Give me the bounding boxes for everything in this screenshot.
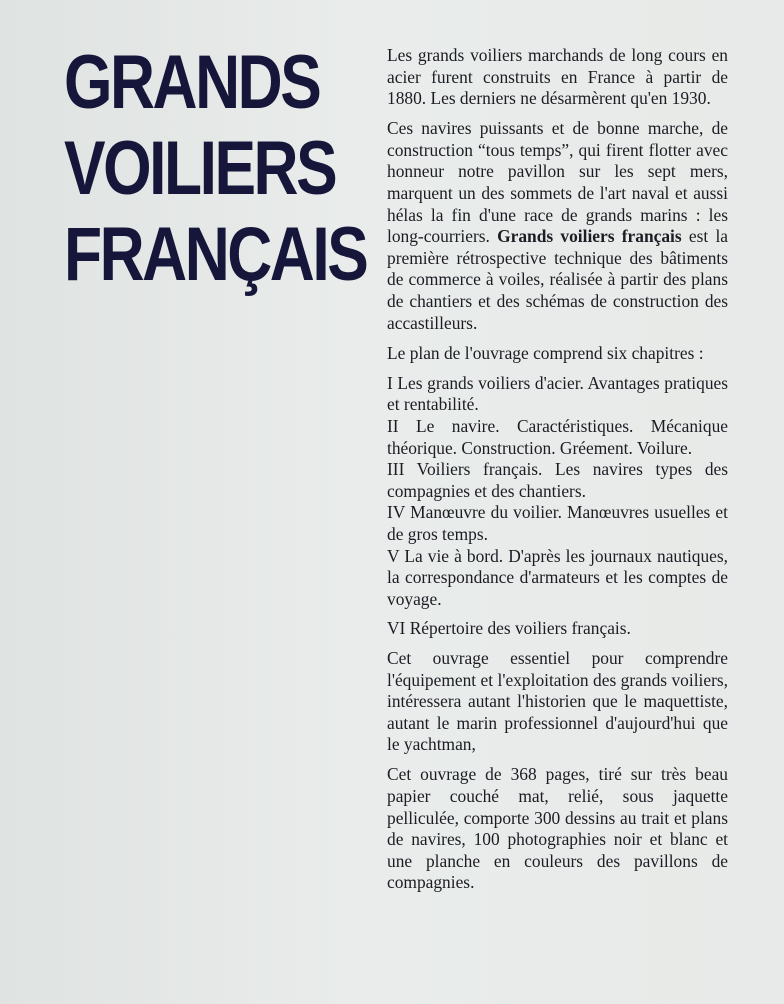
audience-paragraph: Cet ouvrage essentiel pour comprendre l'équipement et l'exploitation des grands voiliers, intéressera autant l'historien que le maquettiste, autant le marin professionnel d'aujourd'hui que le yachtman, — [387, 647, 728, 755]
chapter-item: V La vie à bord. D'après les journaux nautiques, la correspondance d'armateurs et les comptes de voyage. — [387, 545, 728, 609]
chapter-item: II Le navire. Caractéristiques. Mécanique théorique. Construction. Gréement. Voilure. — [387, 416, 728, 458]
description-text-end: est la première rétrospective technique des bâtiments de commerce à voiles, réalisée à partir des plans de chantiers et des schémas de construction des accastilleurs. — [387, 226, 728, 333]
title-line-2: VOILIERS — [64, 126, 336, 211]
book-title — [64, 40, 367, 298]
intro-paragraph: Les grands voiliers marchands de long cours en acier furent construits en France à partir de 1880. Les derniers ne désarmèrent qu'en 1930. — [387, 45, 728, 109]
chapter-item: I Les grands voiliers d'acier. Avantages pratiques et rentabilité. — [387, 372, 728, 415]
description-paragraph — [387, 118, 728, 334]
title-line-1: GRANDS — [64, 40, 320, 125]
chapter-item: IV Manœuvre du voilier. Manœuvres usuelles et de gros temps. — [387, 502, 728, 544]
plan-paragraph: Le plan de l'ouvrage comprend six chapitres : — [387, 342, 704, 363]
chapter-item: III Voiliers français. Les navires types des compagnies et des chantiers. — [387, 459, 728, 501]
title-line-3: FRANÇAIS — [64, 212, 367, 297]
specs-paragraph: Cet ouvrage de 368 pages, tiré sur très beau papier couché mat, relié, sous jaquette pelliculée, comporte 300 dessins au trait et plans de navires, 100 photographies noir et blanc et une planche en couleurs des pavillons de compagnies. — [387, 764, 728, 893]
chapter-item: VI Répertoire des voiliers français. — [387, 618, 631, 639]
book-title-inline: Grands voiliers français — [497, 226, 682, 247]
description-text — [387, 45, 728, 902]
description-text-start: Ces navires puissants et de bonne marche, de construction “tous temps”, qui firent flotter avec honneur notre pavillon sur les sept mers, marquent un des sommets de l'art naval et aussi hélas la fin d'une race de grands marins : les long-courriers. — [387, 118, 728, 247]
